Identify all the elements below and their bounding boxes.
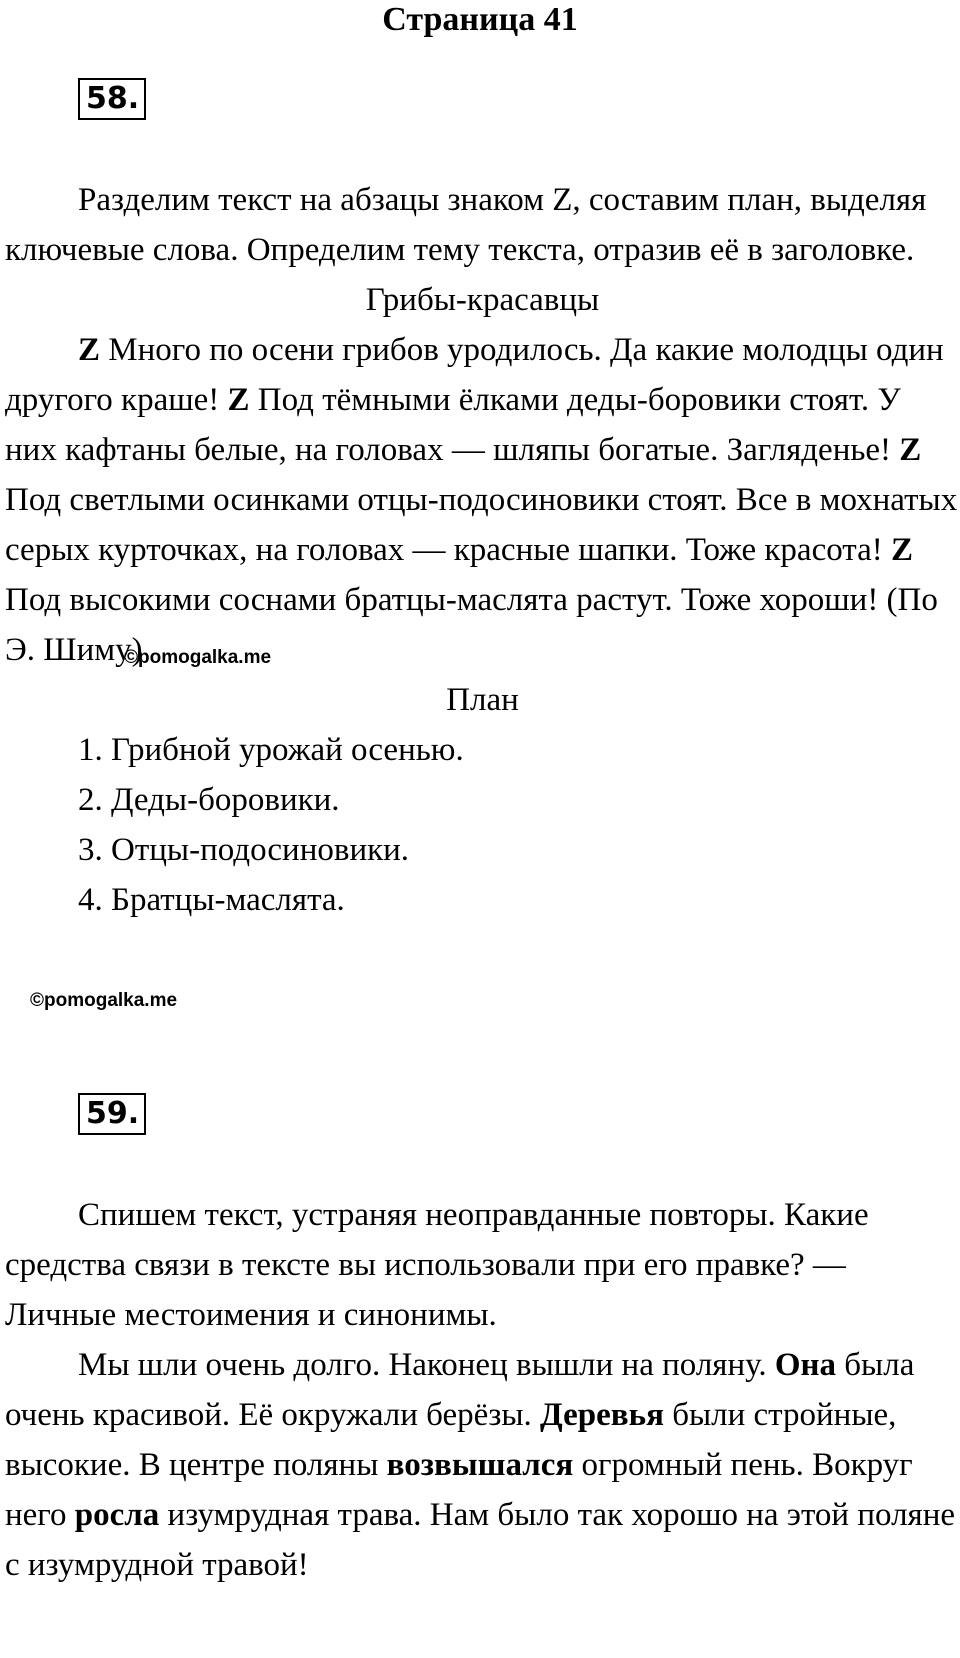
text-title: Грибы-красавцы [365,282,600,318]
z-mark: Z [891,532,914,568]
task-58-body [5,175,960,925]
bold-word: Она [774,1347,837,1383]
bold-word: возвышался [386,1447,574,1483]
text-segment: Много по осени грибов уродилось. Да какие молодцы один другого краше! [5,332,944,418]
plan-item: 4. Братцы-маслята. [78,882,345,918]
text-segment: были стройные, высокие. В центре поляны [5,1397,897,1483]
text-segment: изумрудная трава. Нам было так хорошо на этой поляне с изумрудной травой! [5,1497,956,1583]
task-59-body [5,1190,960,1590]
plan-item: 2. Деды-боровики. [78,782,340,818]
text-segment: огромный пень. Вокруг него [5,1447,913,1533]
page-title: Страница 41 [382,1,578,38]
bold-word: Деревья [540,1397,664,1433]
text-segment: Мы шли очень долго. Наконец вышли на поляну. [78,1347,775,1383]
task-58-intro: Разделим текст на абзацы знаком Z, составим план, выделяя ключевые слова. Определим тему текста, отразив её в заголовке. [5,182,927,268]
watermark: ©pomogalka.me [30,990,178,1011]
task-number-58: 58. [78,78,146,120]
plan-item: 1. Грибной урожай осенью. [78,732,464,768]
watermark: ©pomogalka.me [124,647,272,668]
plan-item: 3. Отцы-подосиновики. [78,832,410,868]
z-mark: Z [227,382,250,418]
task-59-intro: Спишем текст, устраняя неоправданные повторы. Какие средства связи в тексте вы использовали при его правке? — Личные местоимения и синонимы. [5,1197,869,1333]
task-number-59: 59. [78,1093,146,1135]
corrected-text [5,1340,960,1590]
z-mark: Z [899,432,922,468]
text-segment: Под светлыми осинками отцы-подосиновики стоят. Все в мохнатых серых курточках, на головах — красные шапки. Тоже красота! [5,482,958,568]
z-mark: Z [78,332,101,368]
text-segment: Под тёмными ёлками деды-боровики стоят. У них кафтаны белые, на головах — шляпы богатые. Загляденье! [5,382,901,468]
text-paragraph [5,325,960,675]
text-segment: была очень красивой. Её окружали берёзы. [5,1347,915,1433]
plan-title: План [446,682,519,718]
bold-word: росла [74,1497,160,1533]
text-segment: Под высокими соснами братцы-маслята растут. Тоже хороши! (По Э. Шиму) [5,582,938,668]
